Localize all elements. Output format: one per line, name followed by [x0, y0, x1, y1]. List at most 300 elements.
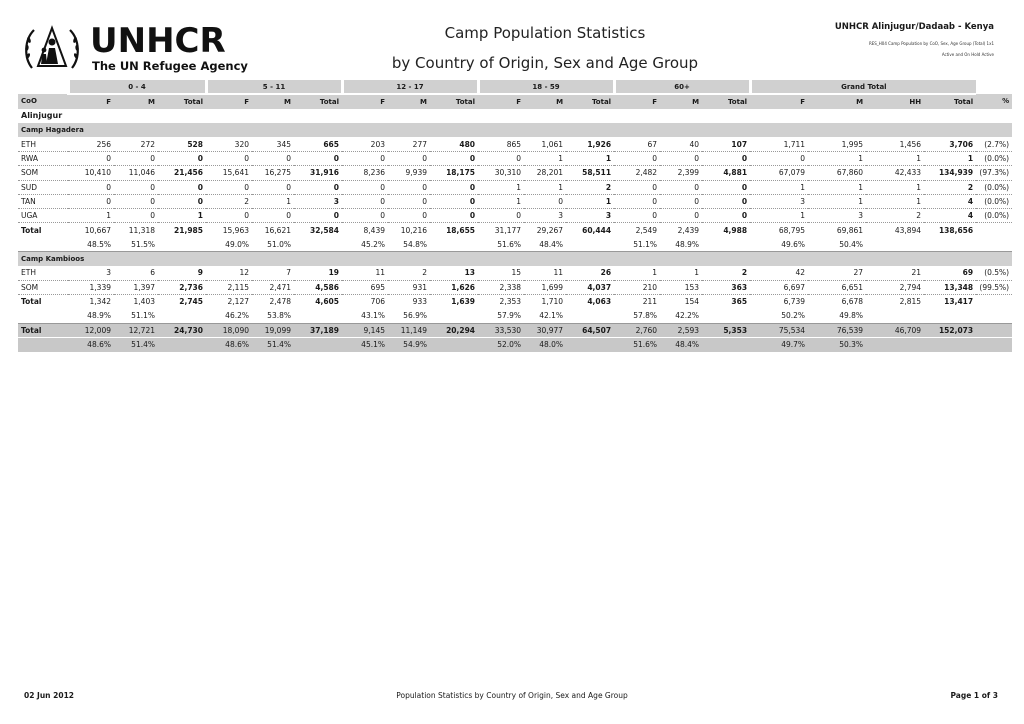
value-cell: 2,338 [478, 280, 524, 294]
value-cell: 0 [252, 209, 294, 223]
value-cell: 3 [68, 266, 114, 280]
percent-cell: 49.8% [808, 309, 866, 323]
value-cell: 0 [68, 151, 114, 165]
value-cell: 0 [430, 209, 478, 223]
camp-percent-row [18, 237, 1012, 251]
grand-percent-cell: 51.6% [614, 337, 660, 351]
percent-cell: 49.6% [750, 237, 808, 251]
grand-percent-cell: 48.0% [524, 337, 566, 351]
value-cell: 0 [206, 209, 252, 223]
percent-cell: 53.8% [252, 309, 294, 323]
empty-cell [976, 309, 1012, 323]
empty-cell [158, 237, 206, 251]
value-cell: 1 [866, 151, 924, 165]
empty-cell [866, 337, 924, 351]
empty-cell [294, 309, 342, 323]
total-cell: 2,549 [635, 225, 658, 235]
value-cell: 0 [294, 151, 342, 165]
camp-name: Camp Kambioos [18, 252, 1012, 266]
total-cell: 706 [370, 297, 385, 307]
percent-cell: 48.5% [68, 237, 114, 251]
value-cell: 10,410 [68, 166, 114, 180]
percent-cell: 51.0% [252, 237, 294, 251]
empty-cell [976, 237, 1012, 251]
value-cell: 1 [68, 209, 114, 223]
coo-cell: SUD [18, 180, 68, 194]
column-header-total: Total [294, 94, 342, 108]
value-cell: 1 [750, 209, 808, 223]
percent-cell: 48.9% [660, 237, 702, 251]
report-note: Active and On Hold Active [941, 52, 994, 57]
value-cell: 0 [158, 151, 206, 165]
value-cell: 0 [342, 209, 388, 223]
value-cell: 0 [702, 194, 750, 208]
empty-cell [294, 237, 342, 251]
grand-percent-cell: 45.1% [342, 337, 388, 351]
column-header-total: Total [430, 94, 478, 108]
value-cell: 0 [114, 180, 158, 194]
grand-percent-cell: 48.6% [68, 337, 114, 351]
grand-total-cell: 24,730 [158, 323, 206, 337]
value-cell: 2,482 [614, 166, 660, 180]
percent-cell: 50.4% [808, 237, 866, 251]
column-header-m: M [660, 94, 702, 108]
value-cell: 1 [478, 194, 524, 208]
value-cell: 26 [566, 266, 614, 280]
value-cell: 0 [660, 209, 702, 223]
value-cell: 2,399 [660, 166, 702, 180]
value-cell: 3 [566, 209, 614, 223]
empty-cell [702, 309, 750, 323]
data-row [18, 280, 1012, 294]
total-cell: 31,177 [494, 225, 522, 235]
value-cell: 695 [342, 280, 388, 294]
value-cell: 0 [614, 209, 660, 223]
value-cell: 931 [388, 280, 430, 294]
value-cell: 2 [566, 180, 614, 194]
total-cell: 2,745 [179, 297, 203, 307]
total-cell: 1,710 [541, 297, 564, 307]
grand-percent-cell: 49.7% [750, 337, 808, 351]
value-cell: 1,995 [808, 137, 866, 151]
value-cell: 1 [660, 266, 702, 280]
value-cell: 4,586 [294, 280, 342, 294]
total-cell: 4,988 [723, 225, 748, 235]
column-header-f: F [68, 94, 114, 108]
camp-name: Camp Hagadera [18, 123, 1012, 137]
value-cell: (97.3%) [976, 166, 1012, 180]
total-cell: 138,656 [938, 225, 974, 235]
column-header-total: Total [702, 94, 750, 108]
unhcr-logo [22, 22, 247, 74]
age-group-header: 18 - 59 [478, 80, 614, 94]
header-spacer [976, 80, 1012, 94]
percent-cell: 51.6% [478, 237, 524, 251]
value-cell: 1 [478, 180, 524, 194]
grand-total-cell: 33,530 [478, 323, 524, 337]
data-row [18, 180, 1012, 194]
value-cell: 4 [924, 209, 976, 223]
value-cell: 9 [158, 266, 206, 280]
grand-total-cell: 11,149 [388, 323, 430, 337]
empty-cell [566, 309, 614, 323]
value-cell: 0 [388, 151, 430, 165]
value-cell: 0 [660, 194, 702, 208]
value-cell: 1 [866, 194, 924, 208]
value-cell: 210 [614, 280, 660, 294]
value-cell: 21,456 [158, 166, 206, 180]
value-cell: 0 [430, 180, 478, 194]
value-cell: 0 [660, 180, 702, 194]
value-cell: 11 [342, 266, 388, 280]
data-row [18, 194, 1012, 208]
total-cell: 18,655 [446, 225, 476, 235]
total-cell: 29,267 [536, 225, 564, 235]
value-cell: (99.5%) [976, 280, 1012, 294]
grand-percent-cell: 50.3% [808, 337, 866, 351]
value-cell: 0 [702, 151, 750, 165]
coo-cell: SOM [18, 166, 68, 180]
header-spacer [18, 80, 68, 94]
value-cell: 1 [808, 180, 866, 194]
value-cell: 69 [924, 266, 976, 280]
value-cell: 1,397 [114, 280, 158, 294]
column-header-hh: HH [866, 94, 924, 108]
percent-cell: 56.9% [388, 309, 430, 323]
value-cell: 1,456 [866, 137, 924, 151]
grand-percent-cell: 52.0% [478, 337, 524, 351]
value-cell: 11 [524, 266, 566, 280]
percent-cell: 42.1% [524, 309, 566, 323]
value-cell: 16,275 [252, 166, 294, 180]
value-cell: 6,697 [750, 280, 808, 294]
age-group-header: 60+ [614, 80, 750, 94]
value-cell: 4,881 [702, 166, 750, 180]
column-header-f: F [206, 94, 252, 108]
value-cell: 40 [660, 137, 702, 151]
value-cell: 0 [478, 209, 524, 223]
value-cell: (0.5%) [976, 266, 1012, 280]
value-cell: 153 [660, 280, 702, 294]
value-cell: 6,651 [808, 280, 866, 294]
value-cell: 3,706 [924, 137, 976, 151]
location-row [18, 109, 1012, 123]
grand-percent-cell: 51.4% [252, 337, 294, 351]
data-row [18, 266, 1012, 280]
value-cell: 272 [114, 137, 158, 151]
empty-cell [976, 323, 1012, 337]
grand-total-cell: 5,353 [702, 323, 750, 337]
value-cell: 0 [114, 209, 158, 223]
total-cell: 933 [412, 297, 427, 307]
grand-total-cell: 2,593 [660, 323, 702, 337]
value-cell: 0 [388, 194, 430, 208]
value-cell: 1 [808, 151, 866, 165]
value-cell: 203 [342, 137, 388, 151]
value-cell: 0 [430, 194, 478, 208]
data-row [18, 209, 1012, 223]
value-cell: 4,037 [566, 280, 614, 294]
report-code: RES_H04 Camp Population by CoO, Sex, Age Group (Total) 1x1 [868, 41, 994, 46]
column-header-total: Total [566, 94, 614, 108]
value-cell: 2,471 [252, 280, 294, 294]
value-cell: 2 [206, 194, 252, 208]
grand-total-cell: 75,534 [750, 323, 808, 337]
value-cell: 0 [388, 180, 430, 194]
total-cell: 15,963 [222, 225, 249, 235]
percent-cell: 45.2% [342, 237, 388, 251]
total-cell: 21,985 [174, 225, 203, 235]
camp-total-row [18, 223, 1012, 237]
column-header-pct: % [976, 94, 1012, 108]
column-header-coo: CoO [18, 94, 68, 108]
value-cell: 1 [866, 180, 924, 194]
value-cell: 0 [342, 180, 388, 194]
value-cell: 0 [158, 194, 206, 208]
data-row [18, 137, 1012, 151]
total-cell: 60,444 [582, 225, 612, 235]
value-cell: 0 [68, 180, 114, 194]
value-cell: 528 [158, 137, 206, 151]
total-cell: 1,342 [89, 297, 111, 307]
empty-cell [566, 337, 614, 351]
empty-cell [18, 337, 68, 351]
grand-total-label: Total [18, 323, 68, 337]
value-cell: 1,061 [524, 137, 566, 151]
value-cell: 345 [252, 137, 294, 151]
value-cell: 21 [866, 266, 924, 280]
value-cell: 1 [158, 209, 206, 223]
column-header-m: M [252, 94, 294, 108]
percent-cell: 48.9% [68, 309, 114, 323]
value-cell: 2 [866, 209, 924, 223]
percent-cell: 57.8% [614, 309, 660, 323]
camp-percent-row [18, 309, 1012, 323]
column-header-total: Total [924, 94, 976, 108]
value-cell: 2 [702, 266, 750, 280]
percent-cell: 42.2% [660, 309, 702, 323]
empty-cell [18, 309, 68, 323]
grand-percent-cell: 48.4% [660, 337, 702, 351]
value-cell: 9,939 [388, 166, 430, 180]
value-cell: 1 [750, 180, 808, 194]
total-cell: 69,861 [836, 225, 864, 235]
data-row [18, 151, 1012, 165]
value-cell: 256 [68, 137, 114, 151]
total-cell: 11,318 [128, 225, 155, 235]
total-cell: 6,678 [841, 297, 864, 307]
total-cell: 2,353 [499, 297, 522, 307]
value-cell: 0 [430, 151, 478, 165]
percent-cell: 54.8% [388, 237, 430, 251]
age-group-header: 5 - 11 [206, 80, 342, 94]
office-name: UNHCR Alinjugur/Dadaab - Kenya [834, 22, 994, 32]
column-header-f: F [614, 94, 660, 108]
value-cell: 58,511 [566, 166, 614, 180]
grand-total-cell: 64,507 [566, 323, 614, 337]
value-cell: 0 [702, 209, 750, 223]
value-cell: 0 [206, 180, 252, 194]
value-cell: (0.0%) [976, 194, 1012, 208]
value-cell: 277 [388, 137, 430, 151]
empty-cell [430, 337, 478, 351]
value-cell: 3 [524, 209, 566, 223]
value-cell: 1 [924, 151, 976, 165]
empty-cell [924, 309, 976, 323]
coo-cell: TAN [18, 194, 68, 208]
value-cell: 18,175 [430, 166, 478, 180]
percent-cell: 46.2% [206, 309, 252, 323]
value-cell: 4 [924, 194, 976, 208]
value-cell: 1 [524, 151, 566, 165]
value-cell: 2,115 [206, 280, 252, 294]
total-cell: 6,739 [783, 297, 806, 307]
total-cell: 8,439 [363, 225, 385, 235]
grand-percent-cell: 51.4% [114, 337, 158, 351]
percent-cell: 48.4% [524, 237, 566, 251]
coo-cell: ETH [18, 137, 68, 151]
total-cell: 43,894 [894, 225, 922, 235]
empty-cell [976, 223, 1012, 237]
total-label: Total [21, 297, 42, 307]
total-cell: 2,127 [227, 297, 249, 307]
value-cell: (0.0%) [976, 151, 1012, 165]
grand-total-cell: 76,539 [808, 323, 866, 337]
value-cell: 0 [342, 151, 388, 165]
total-cell: 4,063 [587, 297, 612, 307]
grand-total-cell: 18,090 [206, 323, 252, 337]
coo-cell: SOM [18, 280, 68, 294]
value-cell: 67 [614, 137, 660, 151]
value-cell: 67,860 [808, 166, 866, 180]
empty-cell [430, 237, 478, 251]
value-cell: 13,348 [924, 280, 976, 294]
value-cell: 0 [252, 151, 294, 165]
percent-cell: 50.2% [750, 309, 808, 323]
age-group-header-row [18, 80, 1012, 94]
empty-cell [976, 337, 1012, 351]
total-cell: 16,621 [264, 225, 291, 235]
value-cell: 31,916 [294, 166, 342, 180]
grand-total-cell: 12,721 [114, 323, 158, 337]
value-cell: 107 [702, 137, 750, 151]
grand-total-cell: 2,760 [614, 323, 660, 337]
value-cell: 15,641 [206, 166, 252, 180]
empty-cell [924, 237, 976, 251]
grand-percent-cell: 48.6% [206, 337, 252, 351]
value-cell: 320 [206, 137, 252, 151]
total-cell: 2,815 [899, 297, 922, 307]
coo-cell: UGA [18, 209, 68, 223]
camp-total-row [18, 294, 1012, 308]
grand-total-cell: 20,294 [430, 323, 478, 337]
empty-cell [866, 237, 924, 251]
column-header-f: F [478, 94, 524, 108]
grand-total-cell: 37,189 [294, 323, 342, 337]
value-cell: 1 [252, 194, 294, 208]
grand-total-cell: 46,709 [866, 323, 924, 337]
empty-cell [158, 309, 206, 323]
population-table [18, 80, 1012, 352]
value-cell: 1,626 [430, 280, 478, 294]
value-cell: 0 [252, 180, 294, 194]
total-cell: 13,417 [944, 297, 974, 307]
value-cell: 665 [294, 137, 342, 151]
value-cell: 67,079 [750, 166, 808, 180]
value-cell: 27 [808, 266, 866, 280]
value-cell: 0 [660, 151, 702, 165]
value-cell: 0 [388, 209, 430, 223]
empty-cell [866, 309, 924, 323]
value-cell: 0 [158, 180, 206, 194]
column-header-m: M [114, 94, 158, 108]
grand-percent-cell: 54.9% [388, 337, 430, 351]
percent-cell: 49.0% [206, 237, 252, 251]
camp-header-row [18, 252, 1012, 266]
total-cell: 211 [642, 297, 658, 307]
total-cell: 154 [684, 297, 700, 307]
total-cell: 1,403 [133, 297, 155, 307]
report-subtitle: by Country of Origin, Sex and Age Group [391, 54, 699, 72]
value-cell: 3 [808, 209, 866, 223]
value-cell: 19 [294, 266, 342, 280]
value-cell: 0 [294, 209, 342, 223]
value-cell: 0 [206, 151, 252, 165]
column-header-m: M [808, 94, 866, 108]
grand-total-cell: 152,073 [924, 323, 976, 337]
value-cell: 12 [206, 266, 252, 280]
value-cell: 2 [388, 266, 430, 280]
value-cell: 1 [524, 180, 566, 194]
value-cell: 865 [478, 137, 524, 151]
value-cell: 2 [924, 180, 976, 194]
camp-header-row [18, 123, 1012, 137]
empty-cell [158, 337, 206, 351]
empty-cell [18, 237, 68, 251]
column-header-row [18, 94, 1012, 108]
percent-cell: 51.5% [114, 237, 158, 251]
value-cell: 0 [614, 194, 660, 208]
value-cell: 42 [750, 266, 808, 280]
value-cell: 363 [702, 280, 750, 294]
grand-percent-row [18, 337, 1012, 351]
value-cell: 0 [114, 151, 158, 165]
value-cell: 3 [750, 194, 808, 208]
value-cell: 3 [294, 194, 342, 208]
value-cell: 30,310 [478, 166, 524, 180]
coo-cell: ETH [18, 266, 68, 280]
value-cell: 6 [114, 266, 158, 280]
data-row [18, 166, 1012, 180]
percent-cell: 51.1% [114, 309, 158, 323]
value-cell: 2,736 [158, 280, 206, 294]
logo-tagline: The UN Refugee Agency [92, 59, 248, 73]
grand-total-row [18, 323, 1012, 337]
empty-cell [702, 337, 750, 351]
value-cell: 0 [614, 151, 660, 165]
coo-cell: RWA [18, 151, 68, 165]
grand-total-cell: 12,009 [68, 323, 114, 337]
value-cell: 134,939 [924, 166, 976, 180]
total-cell: 4,605 [315, 297, 339, 307]
value-cell: 13 [430, 266, 478, 280]
value-cell: 1 [614, 266, 660, 280]
empty-cell [566, 237, 614, 251]
column-header-m: M [388, 94, 430, 108]
value-cell: 1,339 [68, 280, 114, 294]
empty-cell [924, 337, 976, 351]
footer-page: Page 1 of 3 [950, 691, 998, 700]
